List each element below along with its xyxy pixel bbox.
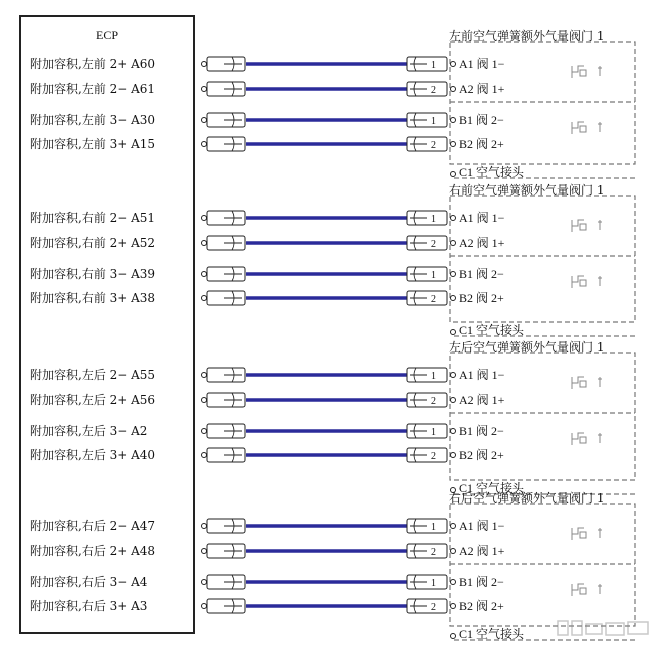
- connector-pin-number: 2: [431, 602, 436, 613]
- valve-port: [451, 580, 456, 585]
- ecp-pin-label: 附加容积,左后 3+ A40: [30, 448, 156, 462]
- air-connector-port: [451, 634, 456, 639]
- wire-row: [30, 518, 505, 533]
- valve-pin-label: A2 阀 1+: [459, 544, 505, 558]
- ecp-pin-label: 附加容积,右前 3+ A38: [30, 291, 156, 305]
- valve-pin-label: A1 阀 1−: [459, 519, 505, 533]
- ecp-pin-label: 附加容积,右后 2+ A48: [30, 544, 156, 558]
- wire-row: [30, 367, 505, 382]
- connector-pin-number: 2: [431, 294, 436, 305]
- valve-port: [451, 373, 456, 378]
- valve-group-title: 左后空气弹簧额外气量阀门 1: [449, 340, 605, 354]
- ecp-pin-label: 附加容积,左前 2− A61: [30, 82, 156, 96]
- connector-pin-number: 1: [431, 270, 436, 281]
- ecp-pin-label: 附加容积,右后 2− A47: [30, 519, 156, 533]
- ecp-pin-label: 附加容积,左前 3+ A15: [30, 137, 156, 151]
- ecp-port: [202, 373, 207, 378]
- ecp-box: [20, 16, 194, 633]
- valve-group-title: 右后空气弹簧额外气量阀门 1: [449, 491, 605, 505]
- valve-port: [451, 272, 456, 277]
- connector-pin-number: 2: [431, 451, 436, 462]
- connector-pin-number: 2: [431, 140, 436, 151]
- wire-row: [30, 112, 504, 127]
- ecp-port: [202, 429, 207, 434]
- wire-row: [30, 56, 505, 71]
- ecp-port: [202, 216, 207, 221]
- wire-row: [30, 423, 504, 438]
- wire-row: [30, 136, 504, 151]
- connector-pin-number: 1: [431, 427, 436, 438]
- air-connector-label: C1 空气接头: [459, 323, 525, 337]
- solenoid-valve-icon: [572, 584, 602, 596]
- connector-pin-number: 1: [431, 578, 436, 589]
- connector-pin-number: 1: [431, 116, 436, 127]
- connector-pin-number: 1: [431, 60, 436, 71]
- ecp-port: [202, 118, 207, 123]
- valve-pin-label: A1 阀 1−: [459, 211, 505, 225]
- ecp-port: [202, 549, 207, 554]
- connector-pin-number: 1: [431, 214, 436, 225]
- connector-pin-number: 2: [431, 239, 436, 250]
- connector-pin-number: 2: [431, 547, 436, 558]
- valve-port: [451, 398, 456, 403]
- valve-pin-label: B1 阀 2−: [459, 267, 504, 281]
- ecp-port: [202, 604, 207, 609]
- valve-pin-label: B2 阀 2+: [459, 448, 504, 462]
- valve-port: [451, 87, 456, 92]
- solenoid-valve-icon: [572, 276, 602, 288]
- wire-row: [30, 574, 504, 589]
- connector-pin-number: 2: [431, 396, 436, 407]
- valve-port: [451, 118, 456, 123]
- valve-port: [451, 62, 456, 67]
- valve-pin-label: A2 阀 1+: [459, 393, 505, 407]
- valve-port: [451, 429, 456, 434]
- ecp-pin-label: 附加容积,左后 2− A55: [30, 368, 156, 382]
- ecp-port: [202, 580, 207, 585]
- valve-port: [451, 142, 456, 147]
- valve-group: [30, 339, 635, 495]
- wire-row: [30, 598, 504, 613]
- air-connector-label: C1 空气接头: [459, 627, 525, 641]
- connector-pin-number: 2: [431, 85, 436, 96]
- valve-port: [451, 216, 456, 221]
- ecp-port: [202, 62, 207, 67]
- valve-pin-label: B1 阀 2−: [459, 575, 504, 589]
- ecp-pin-label: 附加容积,左后 2+ A56: [30, 393, 156, 407]
- ecp-port: [202, 142, 207, 147]
- ecp-port: [202, 524, 207, 529]
- ecp-port: [202, 241, 207, 246]
- ecp-pin-label: 附加容积,右后 3− A4: [30, 575, 148, 589]
- valve-groups: [30, 28, 635, 641]
- valve-group: [30, 182, 635, 337]
- valve-pin-label: B1 阀 2−: [459, 424, 504, 438]
- wire-row: [30, 81, 505, 96]
- valve-pin-label: A1 阀 1−: [459, 368, 505, 382]
- solenoid-valve-icon: [572, 433, 602, 445]
- valve-port: [451, 453, 456, 458]
- connector-pin-number: 1: [431, 522, 436, 533]
- solenoid-valve-icon: [572, 377, 602, 389]
- valve-port: [451, 604, 456, 609]
- valve-group-title: 左前空气弹簧额外气量阀门 1: [449, 29, 605, 43]
- ecp-pin-label: 附加容积,右后 3+ A3: [30, 599, 148, 613]
- ecp-port: [202, 453, 207, 458]
- ecp-pin-label: 附加容积,左前 3− A30: [30, 113, 156, 127]
- air-connector-port: [451, 172, 456, 177]
- ecp-label: ECP: [96, 28, 119, 42]
- valve-port: [451, 524, 456, 529]
- ecp-pin-label: 附加容积,左前 2+ A60: [30, 57, 156, 71]
- wire-row: [30, 290, 504, 305]
- valve-group: [30, 28, 635, 179]
- valve-group-title: 右前空气弹簧额外气量阀门 1: [449, 183, 605, 197]
- solenoid-valve-icon: [572, 122, 602, 134]
- valve-pin-label: B2 阀 2+: [459, 137, 504, 151]
- wire-row: [30, 266, 504, 281]
- valve-group: [30, 490, 635, 641]
- air-connector-label: C1 空气接头: [459, 481, 525, 495]
- wire-row: [30, 210, 505, 225]
- air-connector-port: [451, 330, 456, 335]
- ecp-port: [202, 398, 207, 403]
- ecp-port: [202, 272, 207, 277]
- valve-pin-label: B1 阀 2−: [459, 113, 504, 127]
- solenoid-valve-icon: [572, 220, 602, 232]
- solenoid-valve-icon: [572, 528, 602, 540]
- valve-pin-label: A1 阀 1−: [459, 57, 505, 71]
- valve-port: [451, 296, 456, 301]
- ecp-pin-label: 附加容积,右前 3− A39: [30, 267, 156, 281]
- air-connector-label: C1 空气接头: [459, 165, 525, 179]
- valve-pin-label: B2 阀 2+: [459, 599, 504, 613]
- wire-row: [30, 447, 504, 462]
- wire-row: [30, 543, 505, 558]
- solenoid-valve-icon: [572, 66, 602, 78]
- valve-port: [451, 241, 456, 246]
- ecp-pin-label: 附加容积,右前 2+ A52: [30, 236, 156, 250]
- wire-row: [30, 392, 505, 407]
- valve-pin-label: A2 阀 1+: [459, 82, 505, 96]
- wire-row: [30, 235, 505, 250]
- connector-pin-number: 1: [431, 371, 436, 382]
- ecp-pin-label: 附加容积,左后 3− A2: [30, 424, 148, 438]
- valve-pin-label: A2 阀 1+: [459, 236, 505, 250]
- ecp-port: [202, 296, 207, 301]
- ecp-pin-label: 附加容积,右前 2− A51: [30, 211, 156, 225]
- ecp-port: [202, 87, 207, 92]
- valve-port: [451, 549, 456, 554]
- valve-pin-label: B2 阀 2+: [459, 291, 504, 305]
